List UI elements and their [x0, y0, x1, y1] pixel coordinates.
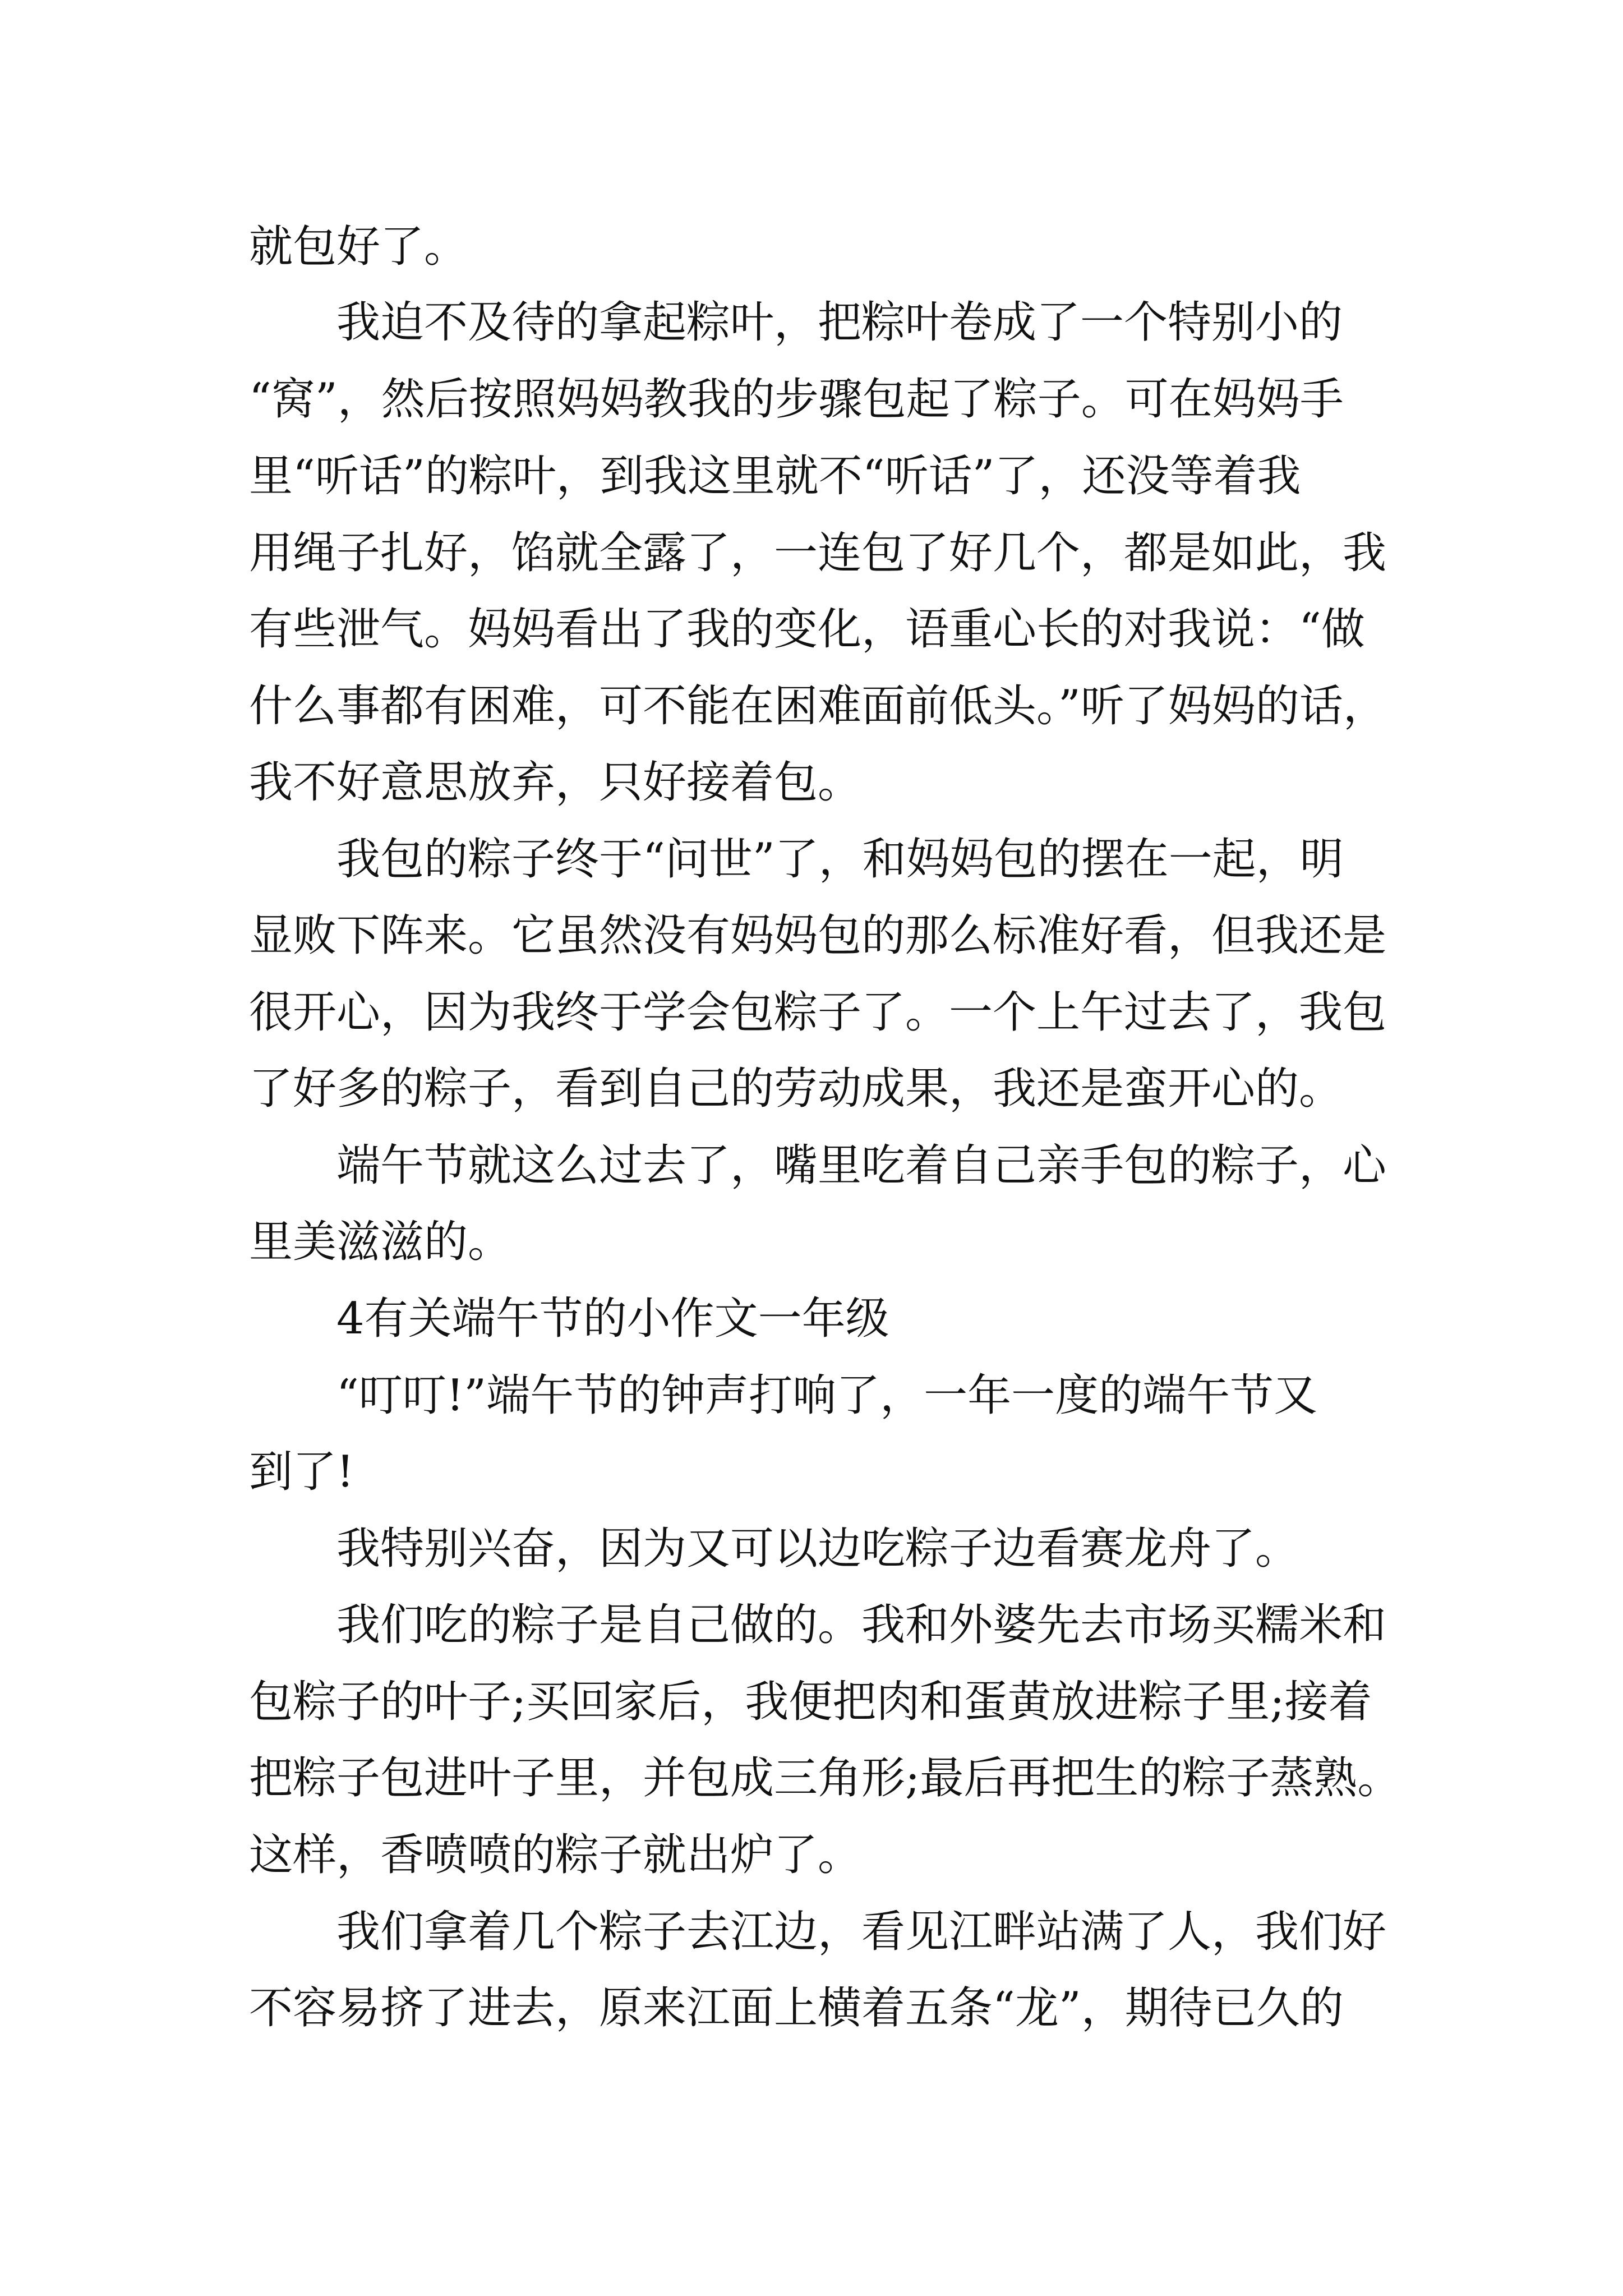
text-line: 包粽子的叶子;买回家后，我便把肉和蛋黄放进粽子里;接着 [249, 1677, 1372, 1727]
text-line: 端午节就这么过去了，嘴里吃着自己亲手包的粽子，心 [336, 1140, 1387, 1191]
text-line: 我特别兴奋，因为又可以边吃粽子边看赛龙舟了。 [336, 1524, 1299, 1574]
text-line: 什么事都有困难，可不能在困难面前低头。”听了妈妈的话， [249, 681, 1387, 731]
text-line: 不容易挤了进去，原来江面上横着五条“龙”，期待已久的 [249, 1983, 1344, 2033]
text-line: 了好多的粽子，看到自己的劳动成果，我还是蛮开心的。 [249, 1064, 1343, 1114]
text-line: “窝”，然后按照妈妈教我的步骤包起了粽子。可在妈妈手 [249, 374, 1344, 425]
text-line: 我迫不及待的拿起粽叶，把粽叶卷成了一个特别小的 [336, 297, 1343, 348]
text-line: 里美滋滋的。 [249, 1217, 512, 1267]
text-line: 就包好了。 [249, 222, 468, 272]
section-heading: 4有关端午节的小作文一年级 [336, 1294, 889, 1344]
text-line: 用绳子扎好，馅就全露了，一连包了好几个，都是如此，我 [249, 528, 1387, 578]
text-line: 到了! [249, 1447, 354, 1497]
text-line: 我们吃的粽子是自己做的。我和外婆先去市场买糯米和 [336, 1600, 1387, 1650]
text-line: 我包的粽子终于“问世”了，和妈妈包的摆在一起，明 [336, 834, 1344, 885]
text-line: 把粽子包进叶子里，并包成三角形;最后再把生的粽子蒸熟。 [249, 1753, 1401, 1803]
text-line: 显败下阵来。它虽然没有妈妈包的那么标准好看，但我还是 [249, 910, 1387, 961]
text-line: “叮叮!”端午节的钟声打响了，一年一度的端午节又 [336, 1370, 1318, 1421]
text-line: 很开心，因为我终于学会包粽子了。一个上午过去了，我包 [249, 987, 1387, 1038]
text-line: 有些泄气。妈妈看出了我的变化，语重心长的对我说：“做 [249, 604, 1365, 655]
text-line: 里“听话”的粽叶，到我这里就不“听话”了，还没等着我 [249, 451, 1301, 501]
text-line: 我不好意思放弃，只好接着包。 [249, 757, 862, 808]
text-line: 这样，香喷喷的粽子就出炉了。 [249, 1830, 862, 1880]
text-line: 我们拿着几个粽子去江边，看见江畔站满了人，我们好 [336, 1907, 1387, 1957]
